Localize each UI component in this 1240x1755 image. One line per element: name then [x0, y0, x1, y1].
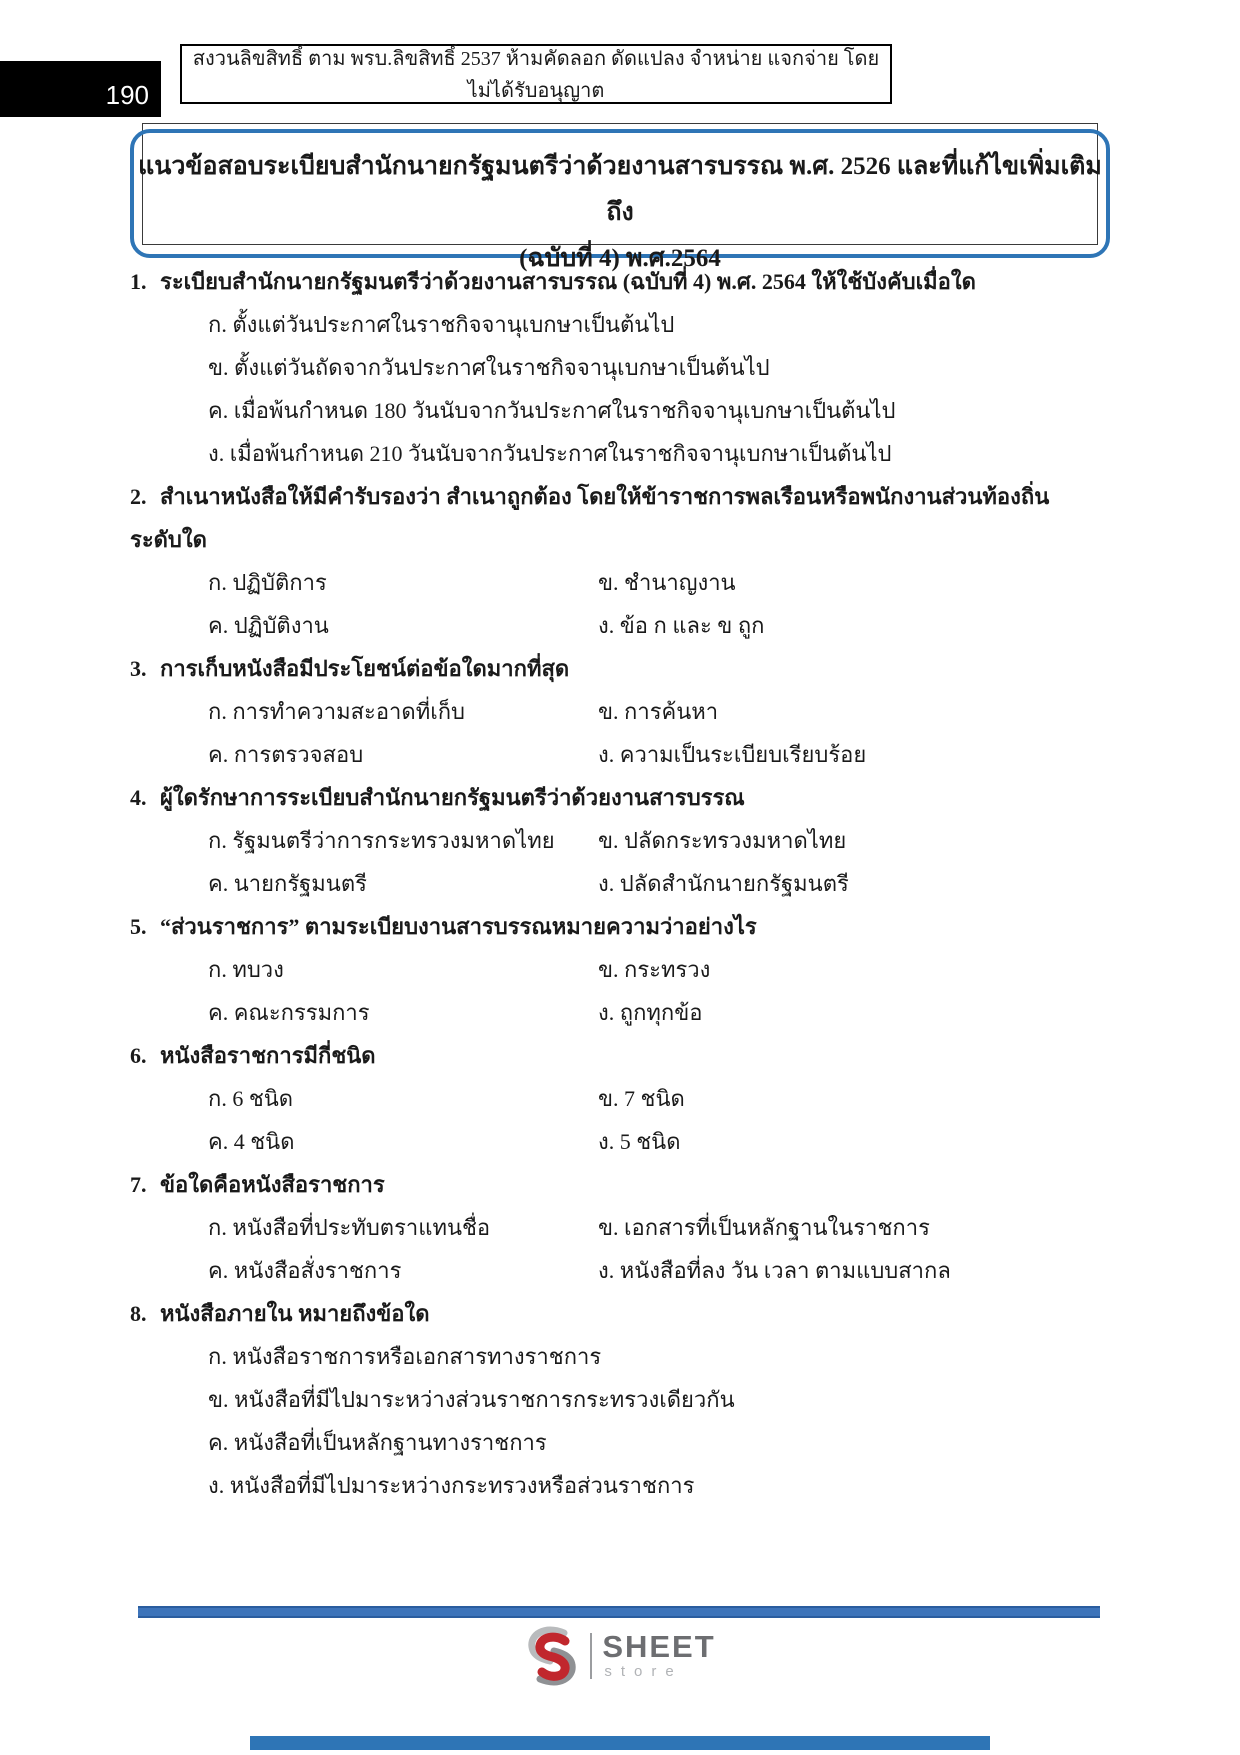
- option-a: ก. หนังสือที่ประทับตราแทนชื่อ: [208, 1215, 491, 1240]
- option-d: ง. เมื่อพ้นกำหนด 210 วันนับจากวันประกาศในราชกิจจานุเบกษาเป็นต้นไป: [208, 441, 892, 466]
- question-title: หนังสือราชการมีกี่ชนิด: [160, 1043, 376, 1068]
- option-b: ข. เอกสารที่เป็นหลักฐานในราชการ: [598, 1215, 930, 1240]
- option-c: ค. 4 ชนิด: [208, 1129, 295, 1154]
- question-5: [130, 905, 1112, 1034]
- options: [130, 1206, 1112, 1292]
- option-c: ค. คณะกรรมการ: [208, 1000, 370, 1025]
- question-title: ระเบียบสำนักนายกรัฐมนตรีว่าด้วยงานสารบรรณ (ฉบับที่ 4) พ.ศ. 2564 ให้ใช้บังคับเมื่อใด: [160, 269, 976, 294]
- options: [130, 819, 1112, 905]
- question-text: [130, 776, 1112, 819]
- question-number: 5.: [130, 914, 147, 939]
- logo-name: SHEET: [602, 1629, 716, 1664]
- question-text: [130, 647, 1112, 690]
- option-c: ค. หนังสือที่เป็นหลักฐานทางราชการ: [208, 1430, 547, 1455]
- question-text: [130, 475, 1112, 518]
- question-number: 8.: [130, 1301, 147, 1326]
- options: [130, 561, 1112, 647]
- question-text-continued: ระดับใด: [130, 527, 207, 552]
- question-text: [130, 1163, 1112, 1206]
- option-a: ก. ปฏิบัติการ: [208, 570, 327, 595]
- question-7: [130, 1163, 1112, 1292]
- option-d: ง. ถูกทุกข้อ: [598, 1000, 703, 1025]
- question-title: การเก็บหนังสือมีประโยชน์ต่อข้อใดมากที่สุด: [160, 656, 570, 681]
- question-8: [130, 1292, 1112, 1507]
- option-d: ง. ข้อ ก และ ข ถูก: [598, 613, 765, 638]
- options: [130, 1335, 1112, 1507]
- question-2: [130, 475, 1112, 647]
- logo-divider: [590, 1633, 592, 1679]
- option-d: ง. ปลัดสำนักนายกรัฐมนตรี: [598, 871, 849, 896]
- question-number: 6.: [130, 1043, 147, 1068]
- question-text: [130, 905, 1112, 948]
- title-line-2: (ฉบับที่ 4) พ.ศ.2564: [519, 245, 721, 272]
- page-number: 190: [105, 80, 149, 110]
- footer-divider-bar: [138, 1606, 1100, 1618]
- option-b: ข. 7 ชนิด: [598, 1086, 685, 1111]
- option-a: ก. การทำความสะอาดที่เก็บ: [208, 699, 465, 724]
- title-box: [130, 122, 1110, 272]
- question-title: ผู้ใดรักษาการระเบียบสำนักนายกรัฐมนตรีว่าด้วยงานสารบรรณ: [160, 785, 745, 810]
- question-title: หนังสือภายใน หมายถึงข้อใด: [160, 1301, 430, 1326]
- options: [130, 690, 1112, 776]
- question-number: 3.: [130, 656, 147, 681]
- option-d: ง. หนังสือที่ลง วัน เวลา ตามแบบสากล: [598, 1258, 951, 1283]
- option-c: ค. หนังสือสั่งราชการ: [208, 1258, 402, 1283]
- question-text: [130, 1034, 1112, 1077]
- question-6: [130, 1034, 1112, 1163]
- option-a: ก. ตั้งแต่วันประกาศในราชกิจจานุเบกษาเป็นต้นไป: [208, 312, 675, 337]
- logo-text: [602, 1631, 715, 1681]
- option-c: ค. การตรวจสอบ: [208, 742, 364, 767]
- options: [130, 948, 1112, 1034]
- option-b: ข. ปลัดกระทรวงมหาดไทย: [598, 828, 847, 853]
- question-3: [130, 647, 1112, 776]
- option-b: ข. หนังสือที่มีไปมาระหว่างส่วนราชการกระทรวงเดียวกัน: [208, 1387, 735, 1412]
- option-c: ค. เมื่อพ้นกำหนด 180 วันนับจากวันประกาศในราชกิจจานุเบกษาเป็นต้นไป: [208, 398, 896, 423]
- footer-bottom-bar: [250, 1736, 990, 1750]
- options: [130, 303, 1112, 475]
- copyright-text: สงวนลิขสิทธิ์ ตาม พรบ.ลิขสิทธิ์ 2537 ห้ามคัดลอก ดัดแปลง จำหน่าย แจกจ่าย โดยไม่ได้รับอนุญาต: [192, 48, 880, 102]
- question-4: [130, 776, 1112, 905]
- option-a: ก. 6 ชนิด: [208, 1086, 294, 1111]
- option-b: ข. ชำนาญงาน: [598, 570, 736, 595]
- logo-s-icon: [524, 1626, 580, 1686]
- option-d: ง. หนังสือที่มีไปมาระหว่างกระทรวงหรือส่วนราชการ: [208, 1473, 695, 1498]
- option-d: ง. ความเป็นระเบียบเรียบร้อย: [598, 742, 867, 767]
- question-list: [130, 260, 1112, 1507]
- page-number-box: [0, 61, 161, 117]
- logo-subtext: store: [604, 1663, 683, 1680]
- question-title: ข้อใดคือหนังสือราชการ: [160, 1172, 385, 1197]
- sheet-store-logo: [0, 1626, 1240, 1686]
- options: [130, 1077, 1112, 1163]
- question-number: 7.: [130, 1172, 147, 1197]
- option-c: ค. ปฏิบัติงาน: [208, 613, 329, 638]
- copyright-banner: [180, 44, 892, 104]
- question-number: 1.: [130, 269, 147, 294]
- option-c: ค. นายกรัฐมนตรี: [208, 871, 367, 896]
- option-a: ก. ทบวง: [208, 957, 284, 982]
- option-d: ง. 5 ชนิด: [598, 1129, 681, 1154]
- title-line-1: แนวข้อสอบระเบียบสำนักนายกรัฐมนตรีว่าด้วยงานสารบรรณ พ.ศ. 2526 และที่แก้ไขเพิ่มเติมถึง: [138, 153, 1102, 226]
- question-number: 4.: [130, 785, 147, 810]
- question-text: [130, 1292, 1112, 1335]
- option-a: ก. รัฐมนตรีว่าการกระทรวงมหาดไทย: [208, 828, 555, 853]
- question-number: 2.: [130, 484, 147, 509]
- option-b: ข. กระทรวง: [598, 957, 711, 982]
- question-title: “ส่วนราชการ” ตามระเบียบงานสารบรรณหมายความว่าอย่างไร: [160, 914, 757, 939]
- option-b: ข. ตั้งแต่วันถัดจากวันประกาศในราชกิจจานุเบกษาเป็นต้นไป: [208, 355, 770, 380]
- question-title: สำเนาหนังสือให้มีคำรับรองว่า สำเนาถูกต้อง โดยให้ข้าราชการพลเรือนหรือพนักงานส่วนท้องถิ่น: [160, 484, 1050, 509]
- question-text: [130, 260, 1112, 303]
- option-a: ก. หนังสือราชการหรือเอกสารทางราชการ: [208, 1344, 602, 1369]
- question-1: [130, 260, 1112, 475]
- option-b: ข. การค้นหา: [598, 699, 719, 724]
